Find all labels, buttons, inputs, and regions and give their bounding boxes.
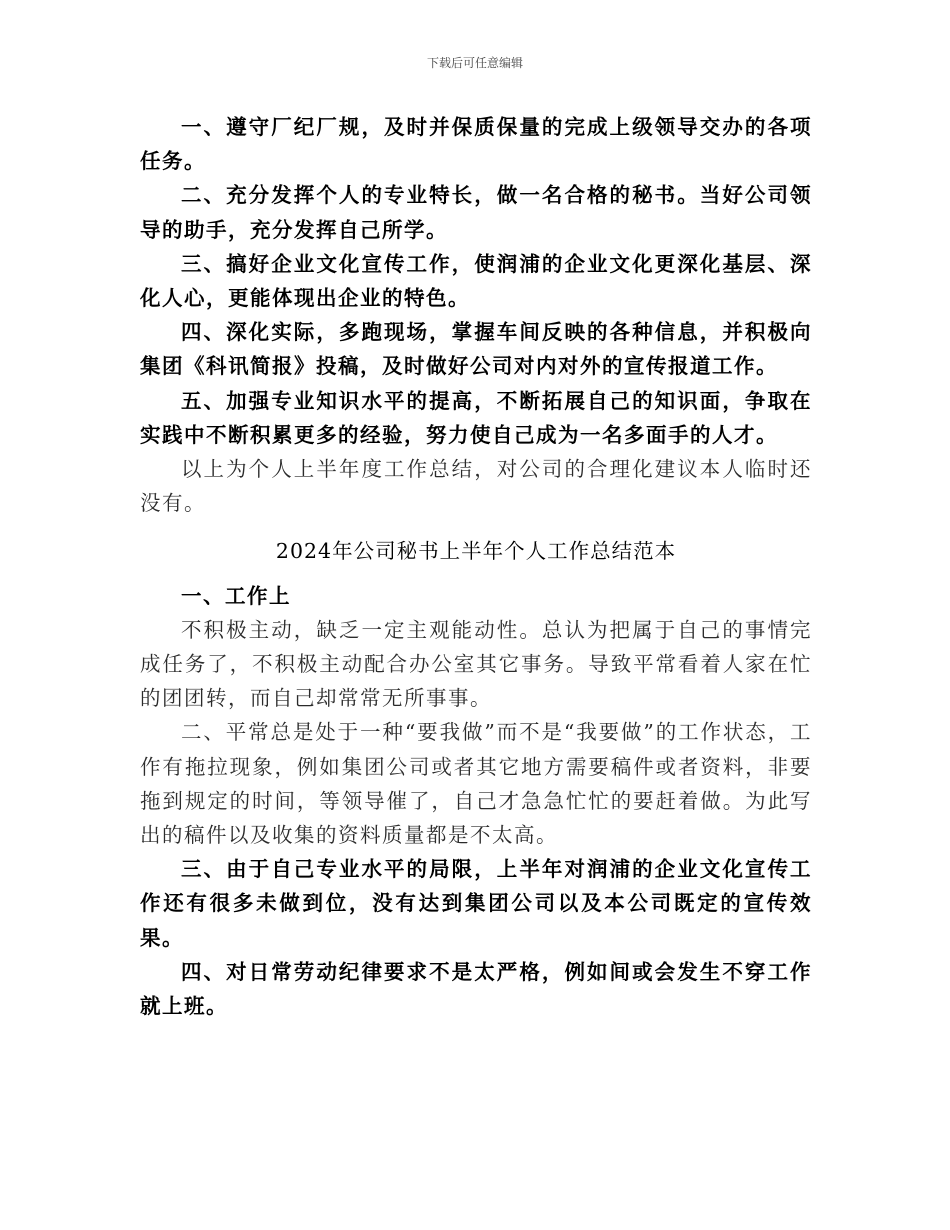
section2-paragraph-3: 三、由于自己专业水平的局限，上半年对润浦的企业文化宣传工作还有很多未做到位，没有达到集团公司以及本公司既定的宣传效果。 <box>140 857 812 950</box>
section1-item-3: 三、搞好企业文化宣传工作，使润浦的企业文化更深化基层、深化人心，更能体现出企业的特色。 <box>140 251 812 311</box>
section1-item-2: 二、充分发挥个人的专业特长，做一名合格的秘书。当好公司领导的助手，充分发挥自己所学。 <box>140 183 812 242</box>
section2-title: 2024年公司秘书上半年个人工作总结范本 <box>275 539 677 564</box>
section2-paragraph-2: 二、平常总是处于一种“要我做”而不是“我要做”的工作状态，工作有拖拉现象，例如集团公司或者其它地方需要稿件或者资料，非要拖到规定的时间，等领导催了，自己才急急忙忙的要赶着做。为此写出的稿件以及收集的资料质量都是不太高。 <box>140 720 812 848</box>
section2-paragraph-4: 四、对日常劳动纪律要求不是太严格，例如间或会发生不穿工作就上班。 <box>140 959 812 1019</box>
page-header-note: 下载后可任意编辑 <box>426 56 523 70</box>
section1-item-1: 一、遵守厂纪厂规，及时并保质保量的完成上级领导交办的各项任务。 <box>140 115 812 174</box>
section2-paragraph-1: 不积极主动，缺乏一定主观能动性。总认为把属于自己的事情完成任务了，不积极主动配合办公室其它事务。导致平常看着人家在忙的团团转，而自己却常常无所事事。 <box>140 617 812 711</box>
section1-item-5: 五、加强专业知识水平的提高，不断拓展自己的知识面，争取在实践中不断积累更多的经验，努力使自己成为一名多面手的人才。 <box>140 388 812 447</box>
document-body <box>140 110 812 1023</box>
section1-conclusion: 以上为个人上半年度工作总结，对公司的合理化建议本人临时还没有。 <box>140 457 812 516</box>
section2-subheading: 一、工作上 <box>181 583 291 608</box>
section1-item-4: 四、深化实际，多跑现场，掌握车间反映的各种信息，并积极向集团《科讯简报》投稿，及时做好公司对内对外的宣传报道工作。 <box>140 320 812 379</box>
